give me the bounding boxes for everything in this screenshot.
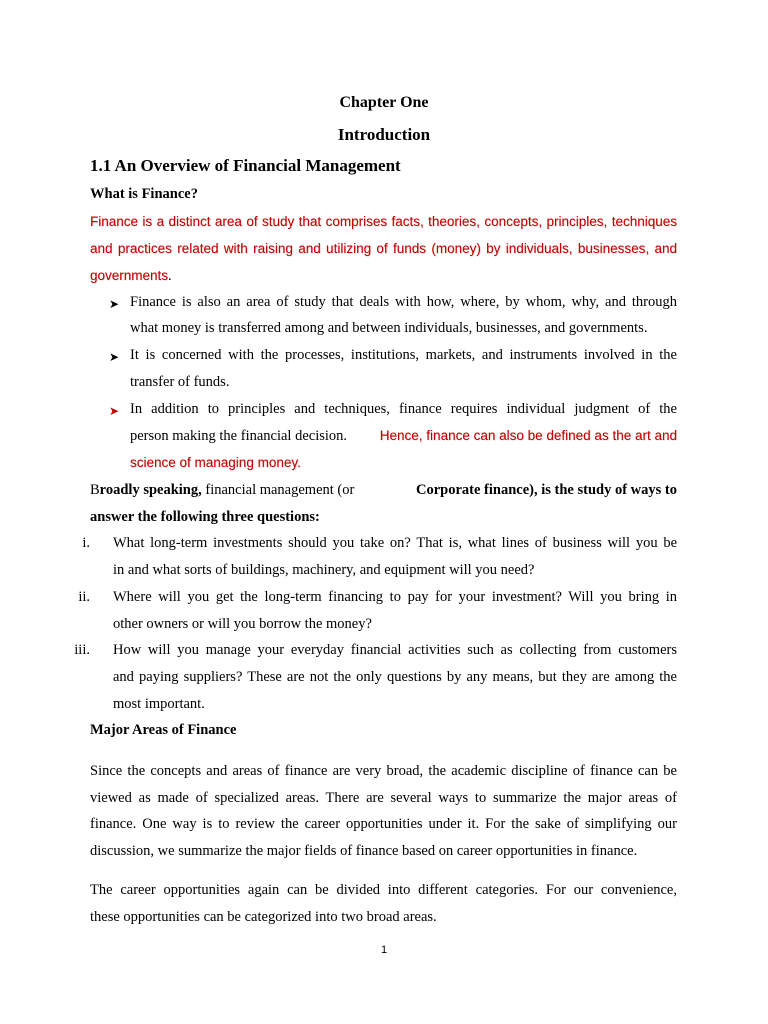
text-run-bold: roadly speaking, [99,482,202,498]
list-number: iii. [74,642,90,658]
definition-line [90,267,172,285]
question-line: other owners or will you borrow the money? [113,616,372,632]
question-line: in and what sorts of buildings, machinery, and equipment will you need? [113,562,535,578]
paragraph-line: answer the following three questions: [90,509,320,525]
text-run-bold: Corporate finance), is the study of ways to [416,482,677,498]
question-line: most important. [113,696,205,712]
bullet-emphasis: Hence, finance can also be defined as the art and [379,428,677,443]
arrow-bullet-icon: ➤ [109,350,120,364]
major-areas-heading: Major Areas of Finance [90,722,237,738]
paragraph-line: viewed as made of specialized areas. There are several ways to summarize the major areas of [90,790,677,806]
section-heading: 1.1 An Overview of Financial Management [90,156,401,175]
question-line: What long-term investments should you take on? That is, what lines of business will you be [113,535,677,551]
bullet-line: Finance is also an area of study that deals with how, where, by whom, why, and through [130,294,677,310]
arrow-bullet-icon: ➤ [109,404,120,418]
bullet-emphasis: science of managing money. [130,455,301,470]
definition-line: and practices related with raising and utilizing of funds (money) by individuals, businesses, and [90,241,677,256]
question-line: Where will you get the long-term financing to pay for your investment? Will you bring in [113,589,677,605]
paragraph-line: discussion, we summarize the major fields of finance based on career opportunities in finance. [90,843,638,859]
definition-line: Finance is a distinct area of study that comprises facts, theories, concepts, principles, techniques [90,214,677,229]
paragraph-line: Since the concepts and areas of finance are very broad, the academic discipline of finance can be [90,763,677,779]
question-line: How will you manage your everyday financial activities such as collecting from customers [113,642,677,658]
list-number: ii. [78,589,90,605]
bullet-text: person making the financial decision. [130,428,351,444]
chapter-label: Chapter One [339,94,429,111]
page-number: 1 [380,944,388,956]
text-run: financial management (or [201,482,358,498]
bullet-line [130,428,677,445]
list-number: i. [82,535,90,551]
paragraph-line: finance. One way is to review the career opportunities under it. For the sake of simplifying our [90,816,677,832]
bullet-line: In addition to principles and techniques, finance requires individual judgment of the [130,401,677,417]
arrow-bullet-icon: ➤ [109,297,120,311]
subheading-what-is-finance: What is Finance? [90,186,198,202]
text-run: B [90,482,100,498]
definition-text: governments [90,268,169,283]
definition-period: . [168,268,172,284]
paragraph-line: The career opportunities again can be divided into different categories. For our convenience, [90,882,677,898]
bullet-line: what money is transferred among and between individuals, businesses, and governments. [130,320,648,336]
paragraph-line: these opportunities can be categorized into two broad areas. [90,909,437,925]
bullet-line: It is concerned with the processes, institutions, markets, and instruments involved in the [130,347,677,363]
bullet-line: transfer of funds. [130,374,230,390]
question-line: and paying suppliers? These are not the only questions by any means, but they are among the [113,669,677,685]
chapter-title: Introduction [337,125,431,144]
paragraph-line [90,482,677,499]
